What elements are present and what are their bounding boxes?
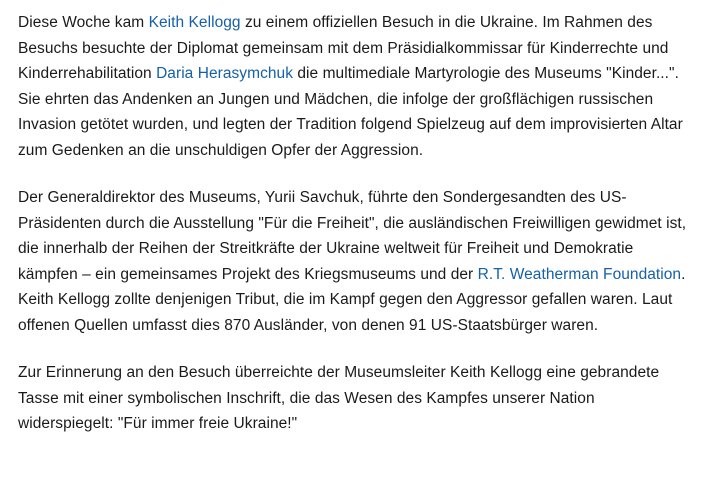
text-run: Zur Erinnerung an den Besuch überreichte der Museumsleiter Keith Kellogg eine gebrandete Tasse mit einer symbolischen Inschrift, die das Wesen des Kampfes unserer Nation widerspiegelt: "Für immer freie Ukraine!" — [18, 364, 660, 432]
inline-link[interactable]: Keith Kellogg — [148, 14, 241, 31]
paragraph-1 — [18, 10, 687, 163]
text-run: die multimediale Martyrologie des Museums "Kinder...". Sie ehrten das Andenken an Jungen und Mädchen, die infolge der großflächigen russischen Invasion getötet wurden, und legten der Tradition folgend Spielzeug auf dem improvisierten Altar zum Gedenken an die unschuldigen Opfer der Aggression. — [18, 65, 683, 159]
text-run: zu einem offiziellen Besuch in die Ukraine. Im Rahmen des Besuchs besuchte der Diplomat gemeinsam mit dem Präsidialkommissar für Kinderrechte und Kinderrehabilitation — [18, 14, 669, 82]
inline-link[interactable]: Daria Herasymchuk — [156, 65, 294, 82]
text-run: . Keith Kellogg zollte denjenigen Tribut, die im Kampf gegen den Aggressor gefallen waren. Laut offenen Quellen umfasst dies 870 Ausländer, von denen 91 US-Staatsbürger waren. — [18, 265, 686, 334]
text-run: Der Generaldirektor des Museums, Yurii Savchuk, führte den Sondergesandten des US-Präsidenten durch die Ausstellung "Für die Freiheit", die ausländischen Freiwilligen gewidmet ist, die innerhalb der Reihen der Streitkräfte der Ukraine weltweit für Freiheit und Demokratie kämpfen – ein gemeinsames Projekt des Kriegsmuseums und der — [18, 189, 687, 283]
paragraph-2 — [18, 185, 687, 338]
text-run: Diese Woche kam — [18, 14, 149, 31]
paragraph-3 — [18, 360, 687, 437]
inline-link[interactable]: R.T. Weatherman Foundation — [477, 265, 682, 283]
